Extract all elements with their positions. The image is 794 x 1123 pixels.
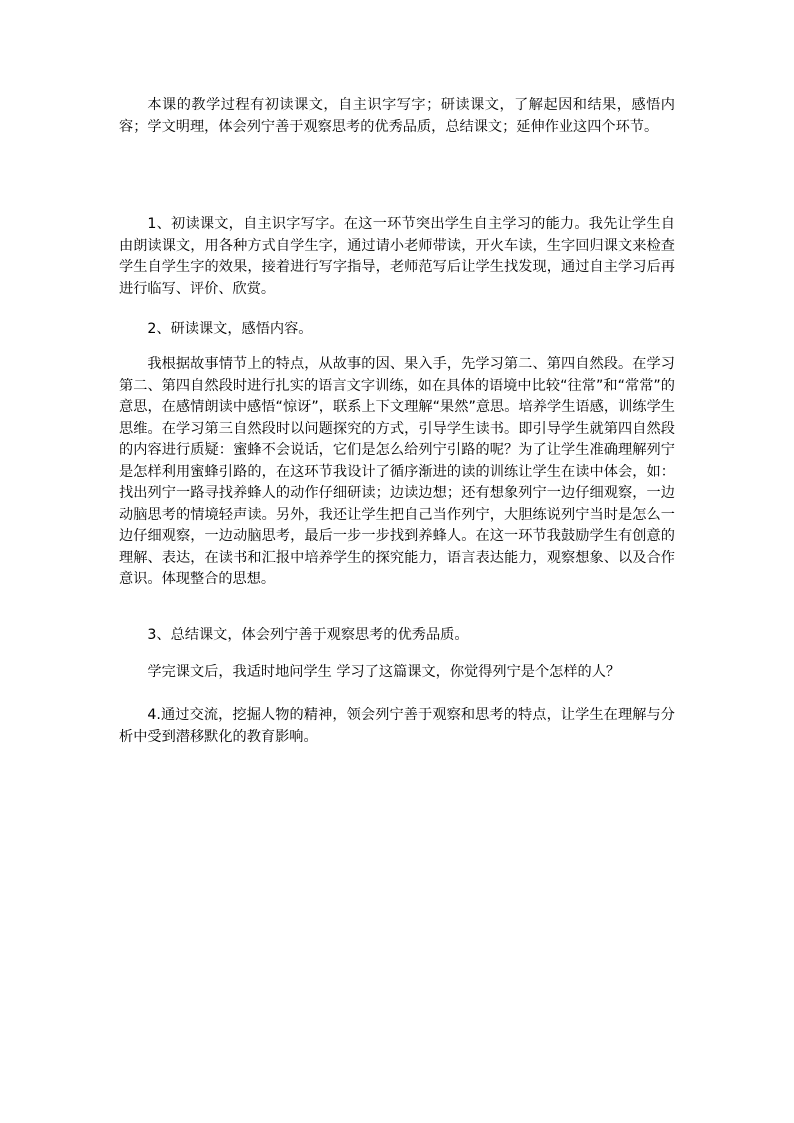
step-3-paragraph: 学完课文后，我适时地问学生 学习了这篇课文，你觉得列宁是个怎样的人？ [147, 664, 621, 680]
step-4-paragraph: 4.通过交流，挖掘人物的精神，领会列宁善于观察和思考的特点，让学生在理解与分析中受到潜移默化的教育影响。 [119, 707, 675, 745]
step-1-paragraph: 1、初读课文，自主识字写字。在这一环节突出学生自主学习的能力。我先让学生自由朗读课文，用各种方式自学生字，通过请小老师带读，开火车读，生字回归课文来检查学生自学生字的效果，接着进行写字指导，老师范写后让学生找发现，通过自主学习后再进行临写、评价、欣赏。 [119, 216, 675, 297]
step-3-heading: 3、总结课文，体会列宁善于观察思考的优秀品质。 [147, 627, 469, 643]
step-2-heading: 2、研读课文，感悟内容。 [147, 321, 313, 337]
intro-paragraph: 本课的教学过程有初读课文，自主识字写字；研读课文，了解起因和结果，感悟内容；学文明理，体会列宁善于观察思考的优秀品质，总结课文；延伸作业这四个环节。 [119, 97, 675, 135]
step-2-paragraph: 我根据故事情节上的特点，从故事的因、果入手，先学习第二、第四自然段。在学习第二、第四自然段时进行扎实的语言文字训练，如在具体的语境中比较“往常”和“常常”的意思，在感情朗读中感悟“惊讶”，联系上下文理解“果然”意思。培养学生语感，训练学生思维。在学习第三自然段时以问题探究的方式，引导学生读书。即引导学生就第四自然段的内容进行质疑：蜜蜂不会说话，它们是怎么给列宁引路的呢？为了让学生准确理解列宁是怎样利用蜜蜂引路的，在这环节我设计了循序渐进的读的训练让学生在读中体会，如：找出列宁一路寻找养蜂人的动作仔细研读；边读边想；还有想象列宁一边仔细观察，一边动脑思考的情境轻声读。另外，我还让学生把自己当作列宁，大胆练说列宁当时是怎么一边仔细观察，一边动脑思考，最后一步一步找到养蜂人。在这一环节我鼓励学生有创意的理解、表达，在读书和汇报中培养学生的探究能力，语言表达能力，观察想象、以及合作意识。体现整合的思想。 [119, 356, 675, 587]
